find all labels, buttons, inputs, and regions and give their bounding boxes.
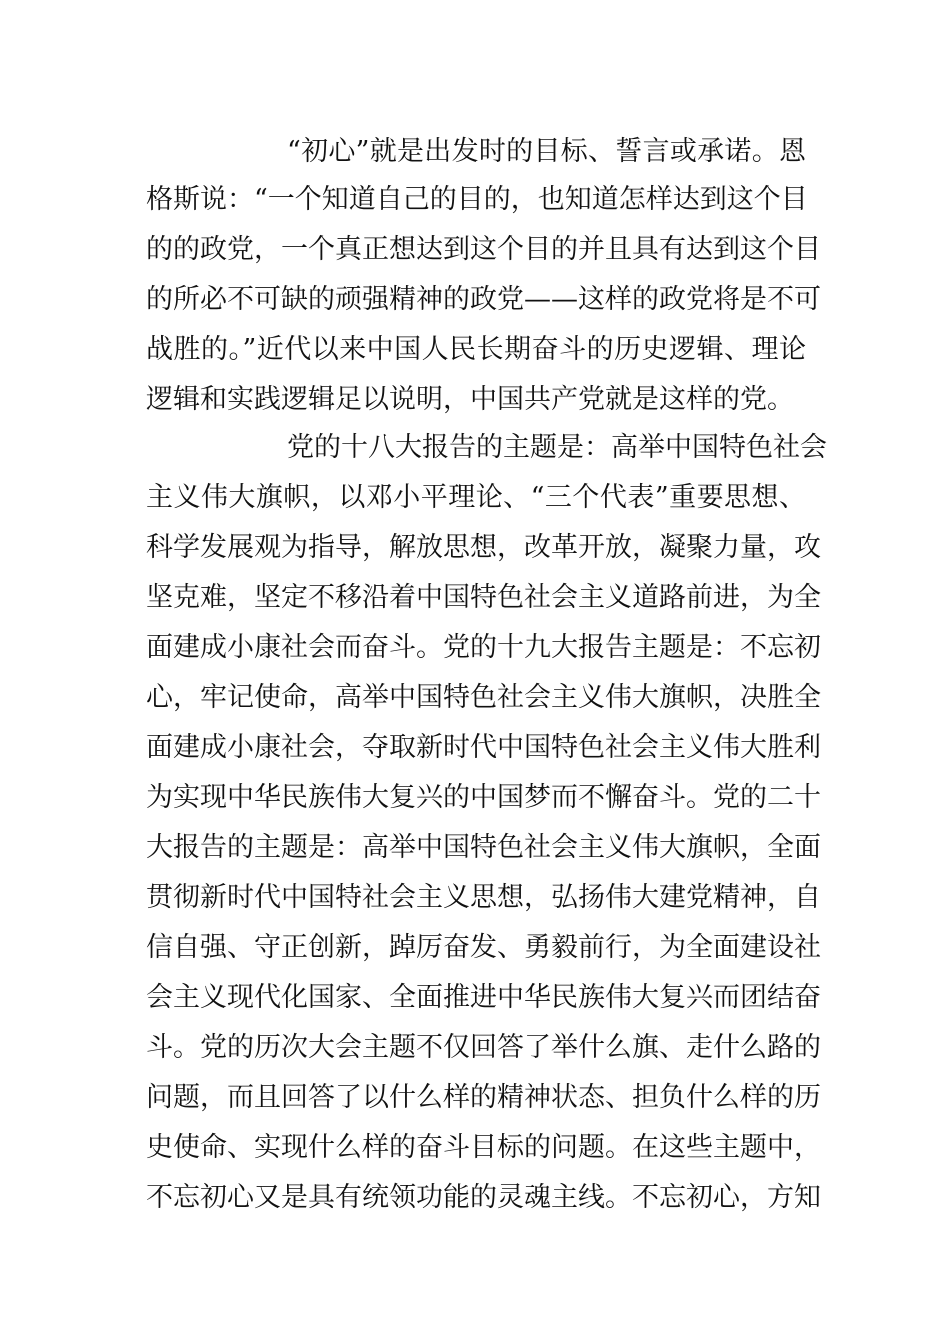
paragraph-2-line-9: 大报告的主题是：高举中国特色社会主义伟大旗帜，全面 — [146, 832, 821, 863]
paragraph-2-line-4: 坚克难，坚定不移沿着中国特色社会主义道路前进，为全 — [146, 582, 821, 613]
paragraph-2-line-7: 面建成小康社会，夺取新时代中国特色社会主义伟大胜利 — [146, 732, 821, 763]
paragraph-1-line-5: 战胜的。”近代以来中国人民长期奋斗的历史逻辑、理论 — [146, 334, 806, 365]
paragraph-2-line-15: 史使命、实现什么样的奋斗目标的问题。在这些主题中， — [146, 1132, 821, 1163]
paragraph-2-line-8: 为实现中华民族伟大复兴的中国梦而不懈奋斗。党的二十 — [146, 782, 821, 813]
paragraph-2-line-1: 党的十八大报告的主题是：高举中国特色社会 — [287, 432, 827, 463]
paragraph-2-line-14: 问题，而且回答了以什么样的精神状态、担负什么样的历 — [146, 1082, 821, 1113]
paragraph-1-line-1: “初心”就是出发时的目标、誓言或承诺。恩 — [287, 136, 806, 167]
paragraph-2-line-13: 斗。党的历次大会主题不仅回答了举什么旗、走什么路的 — [146, 1032, 821, 1063]
paragraph-2-line-10: 贯彻新时代中国特社会主义思想，弘扬伟大建党精神，自 — [146, 882, 821, 913]
paragraph-1-line-4: 的所必不可缺的顽强精神的政党——这样的政党将是不可 — [146, 284, 821, 315]
paragraph-1-line-6: 逻辑和实践逻辑足以说明，中国共产党就是这样的党。 — [146, 384, 794, 415]
paragraph-2-line-16: 不忘初心又是具有统领功能的灵魂主线。不忘初心，方知 — [146, 1182, 821, 1213]
paragraph-2-line-12: 会主义现代化国家、全面推进中华民族伟大复兴而团结奋 — [146, 982, 821, 1013]
paragraph-1-line-3: 的的政党，一个真正想达到这个目的并且具有达到这个目 — [146, 234, 821, 265]
paragraph-2-line-3: 科学发展观为指导，解放思想，改革开放，凝聚力量，攻 — [146, 532, 821, 563]
paragraph-2-line-2: 主义伟大旗帜，以邓小平理论、“三个代表”重要思想、 — [146, 482, 806, 513]
paragraph-2-line-5: 面建成小康社会而奋斗。党的十九大报告主题是：不忘初 — [146, 632, 821, 663]
paragraph-1-line-2: 格斯说：“一个知道自己的目的，也知道怎样达到这个目 — [146, 184, 808, 215]
paragraph-2-line-6: 心，牢记使命，高举中国特色社会主义伟大旗帜，决胜全 — [146, 682, 821, 713]
paragraph-2-line-11: 信自强、守正创新，踔厉奋发、勇毅前行，为全面建设社 — [146, 932, 821, 963]
